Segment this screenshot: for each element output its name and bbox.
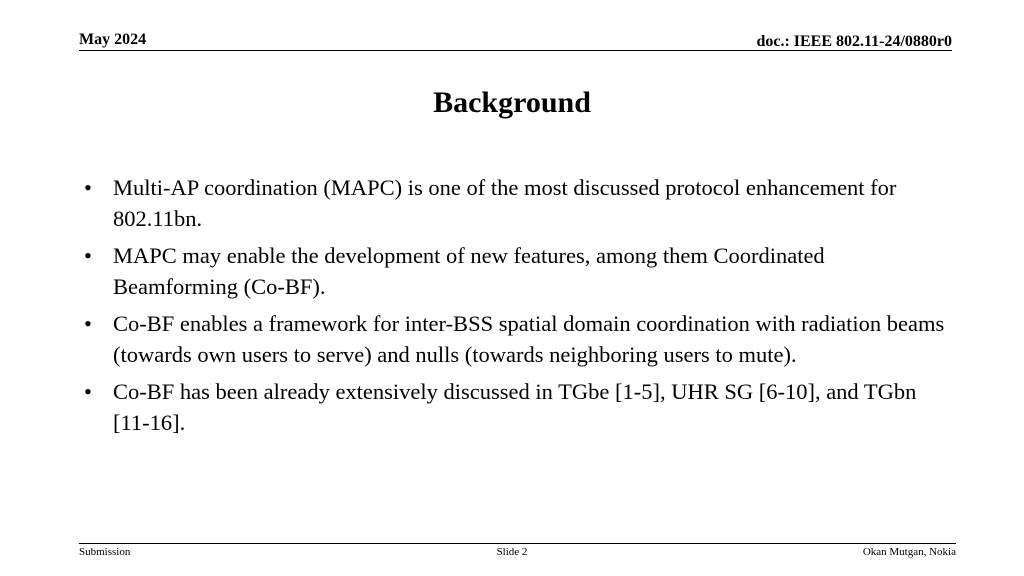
bullet-text: Multi-AP coordination (MAPC) is one of the most discussed protocol enhancement for 802.11bn. <box>113 175 897 231</box>
bullet-dot-icon: • <box>84 175 92 200</box>
header-doc-id: doc.: IEEE 802.11-24/0880r0 <box>756 33 952 50</box>
header-divider <box>79 50 952 51</box>
bullet-text: MAPC may enable the development of new features, among them Coordinated Beamforming (Co-BF). <box>113 243 825 299</box>
footer-author: Okan Mutgan, Nokia <box>862 546 956 558</box>
bullet-dot-icon: • <box>84 379 92 404</box>
bullet-text: Co-BF enables a framework for inter-BSS spatial domain coordination with radiation beams (towards own users to serve) and nulls (towards neighboring users to mute). <box>113 311 945 367</box>
bullet-list <box>84 172 954 444</box>
bullet-item <box>84 308 954 370</box>
bullet-item <box>84 172 954 234</box>
bullet-item <box>84 376 954 438</box>
header-date: May 2024 <box>79 31 147 48</box>
slide-title: Background <box>433 86 591 119</box>
bullet-text: Co-BF has been already extensively discussed in TGbe [1-5], UHR SG [6-10], and TGbn [11-16]. <box>113 379 917 435</box>
bullet-item <box>84 240 954 302</box>
footer-submission: Submission <box>79 546 131 558</box>
bullet-dot-icon: • <box>84 243 92 268</box>
footer-divider <box>79 543 956 544</box>
footer-slide-number: Slide 2 <box>496 546 528 558</box>
bullet-dot-icon: • <box>84 311 92 336</box>
